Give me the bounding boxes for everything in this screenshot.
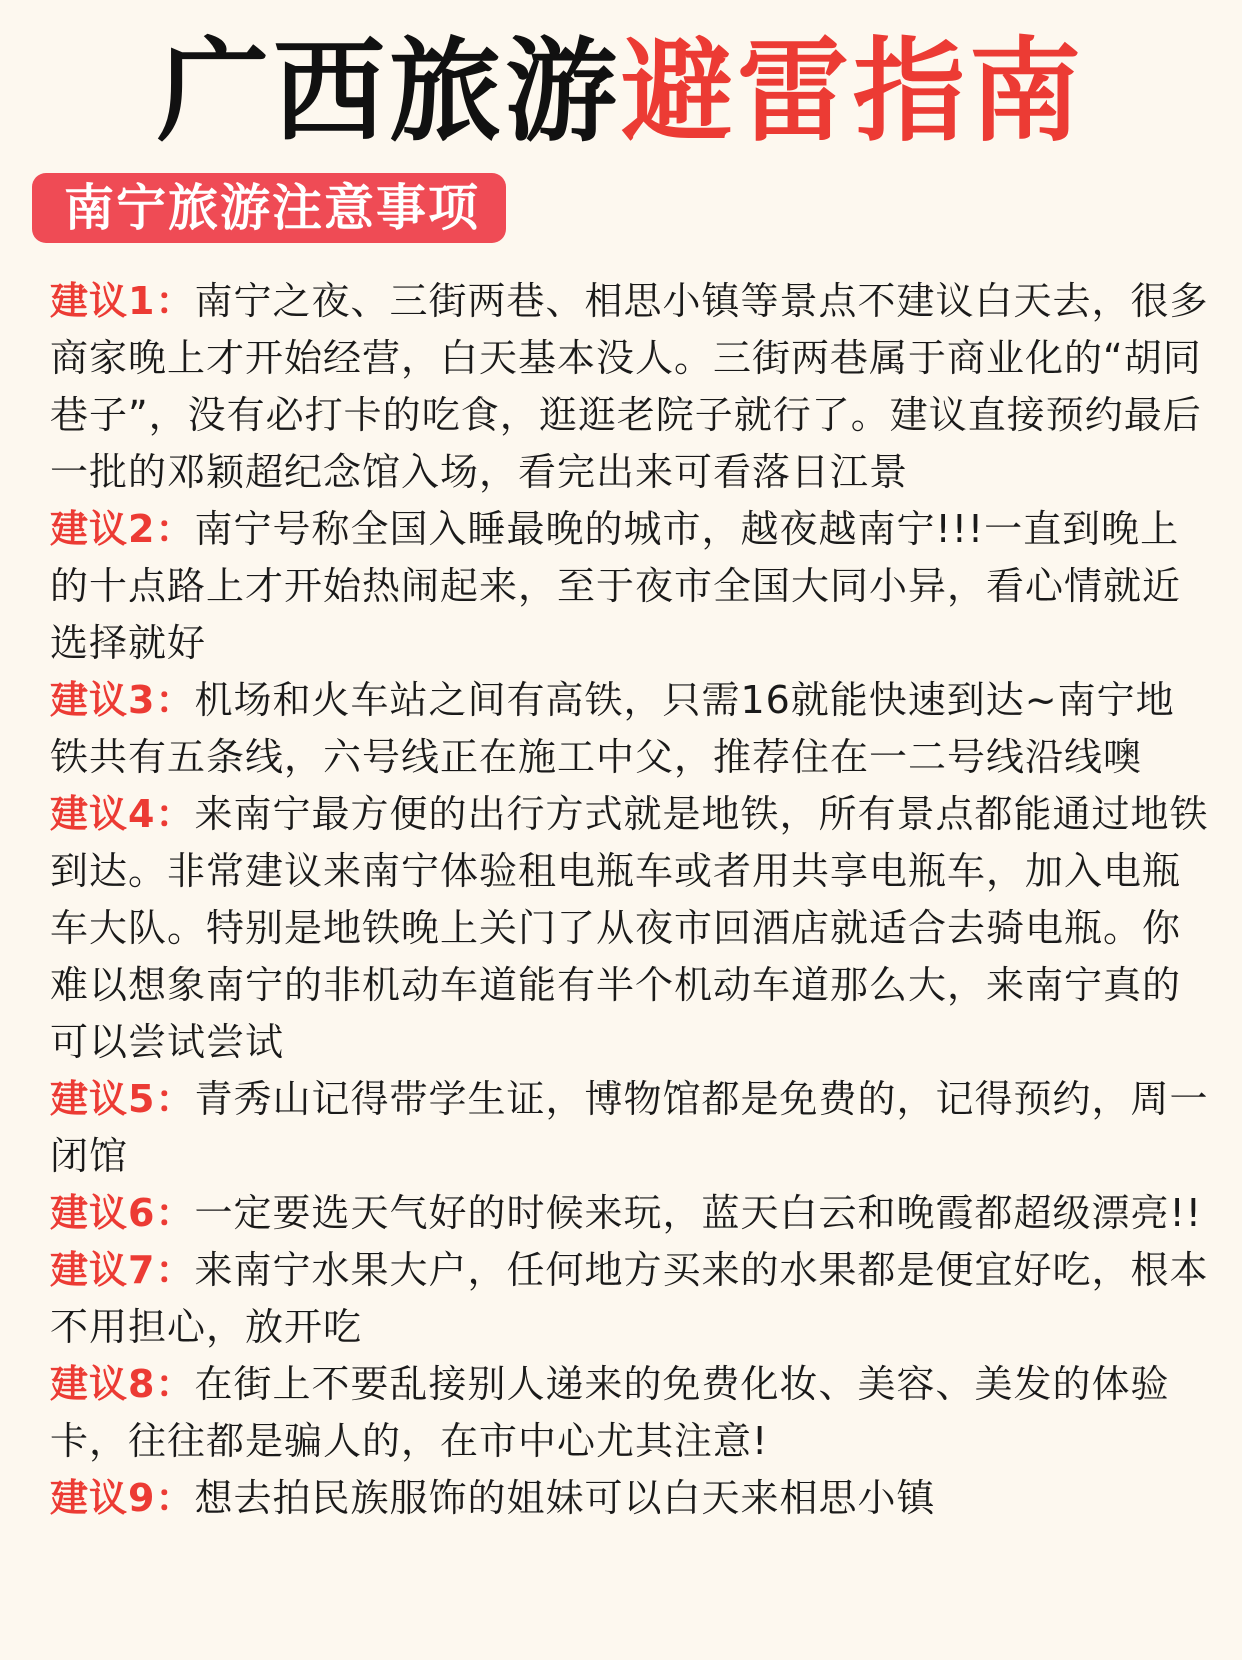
tip-label: 建议9： <box>50 1476 195 1520</box>
tip-2 <box>50 501 1210 672</box>
title-red-part: 避雷指南 <box>621 27 1085 157</box>
tip-5 <box>50 1071 1210 1185</box>
title-black-part: 广西旅游 <box>157 27 621 157</box>
tip-8 <box>50 1356 1210 1470</box>
tip-label: 建议2： <box>50 507 195 551</box>
tip-9 <box>50 1470 1210 1527</box>
tip-4 <box>50 786 1210 1071</box>
tip-text: 一定要选天气好的时候来玩，蓝天白云和晚霞都超级漂亮!! <box>194 1191 1202 1235</box>
tip-label: 建议3： <box>50 678 195 722</box>
section-badge: 南宁旅游注意事项 <box>32 173 506 243</box>
tip-text: 来南宁水果大户，任何地方买来的水果都是便宜好吃，根本不用担心，放开吃 <box>50 1248 1209 1349</box>
tips-list <box>50 273 1210 1527</box>
tip-text: 来南宁最方便的出行方式就是地铁，所有景点都能通过地铁到达。非常建议来南宁体验租电瓶车或者用共享电瓶车，加入电瓶车大队。特别是地铁晚上关门了从夜市回酒店就适合去骑电瓶。你难以想象南宁的非机动车道能有半个机动车道那么大，来南宁真的可以尝试尝试 <box>50 792 1209 1064</box>
tip-text: 南宁之夜、三街两巷、相思小镇等景点不建议白天去，很多商家晚上才开始经营，白天基本没人。三街两巷属于商业化的“胡同巷子”，没有必打卡的吃食，逛逛老院子就行了。建议直接预约最后一批的邓颖超纪念馆入场，看完出来可看落日江景 <box>50 279 1209 494</box>
tip-label: 建议1： <box>50 279 195 323</box>
tip-text: 想去拍民族服饰的姐妹可以白天来相思小镇 <box>194 1476 936 1520</box>
tip-3 <box>50 672 1210 786</box>
tip-label: 建议6： <box>50 1191 195 1235</box>
page-title <box>0 22 1242 162</box>
tip-label: 建议8： <box>50 1362 195 1406</box>
tip-label: 建议4： <box>50 792 195 836</box>
tip-1 <box>50 273 1210 501</box>
tip-text: 在街上不要乱接别人递来的免费化妆、美容、美发的体验卡，往往都是骗人的，在市中心尤其注意! <box>50 1362 1170 1463</box>
tip-text: 青秀山记得带学生证，博物馆都是免费的，记得预约，周一闭馆 <box>50 1077 1209 1178</box>
tip-text: 机场和火车站之间有高铁，只需16就能快速到达~南宁地铁共有五条线，六号线正在施工中父，推荐住在一二号线沿线噢 <box>50 678 1175 779</box>
tip-7 <box>50 1242 1210 1356</box>
tip-6 <box>50 1185 1210 1242</box>
tip-label: 建议5： <box>50 1077 195 1121</box>
tip-label: 建议7： <box>50 1248 195 1292</box>
tip-text: 南宁号称全国入睡最晚的城市，越夜越南宁!!!一直到晚上的十点路上才开始热闹起来，至于夜市全国大同小异，看心情就近选择就好 <box>50 507 1182 665</box>
